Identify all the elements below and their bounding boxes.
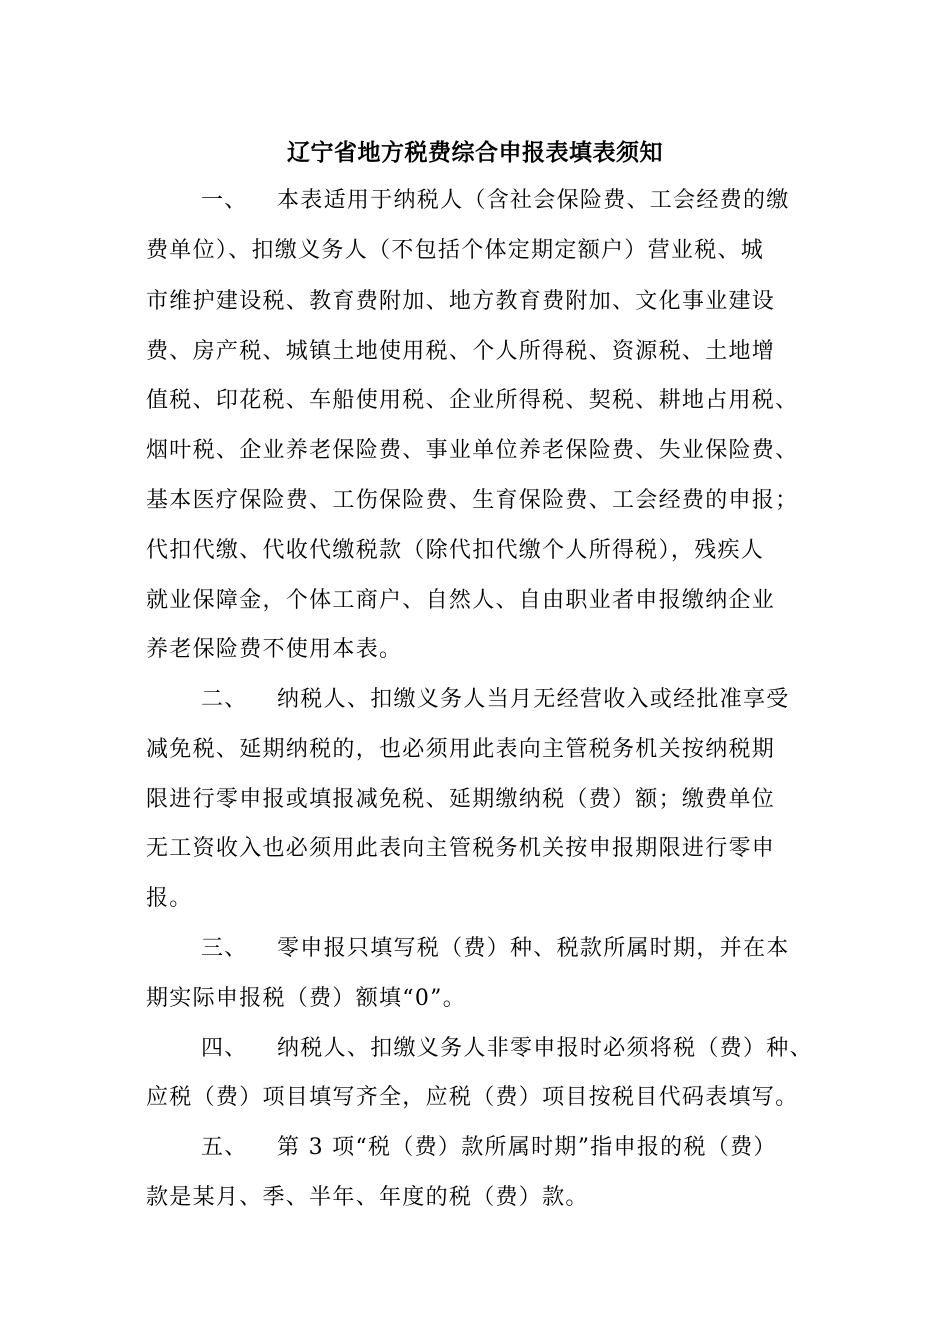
paragraph-line: 零申报只填写税（费）种、税款所属时期，并在本 — [277, 936, 790, 961]
section-4-first-line — [201, 1033, 813, 1065]
paragraph-line: 限进行零申报或填报减免税、延期缴纳税（费）额；缴费单位 — [146, 787, 776, 812]
section-5-first-line — [201, 1132, 777, 1164]
paragraph-line: 应税（费）项目填写齐全，应税（费）项目按税目代码表填写。 — [146, 1085, 799, 1110]
section-5-number: 五、 — [201, 1135, 248, 1160]
section-1-number: 一、 — [201, 188, 248, 213]
paragraph-line: 基本医疗保险费、工伤保险费、生育保险费、工会经费的申报； — [146, 488, 799, 513]
paragraph-line: 费、房产税、城镇土地使用税、个人所得税、资源税、土地增 — [146, 339, 776, 364]
paragraph-line: 款是某月、季、半年、年度的税（费）款。 — [146, 1185, 589, 1210]
section-2-number: 二、 — [201, 687, 248, 712]
paragraph-line: 减免税、延期纳税的，也必须用此表向主管税务机关按纳税期 — [146, 737, 776, 762]
paragraph-line: 第 3 项“税（费）款所属时期”指申报的税（费） — [277, 1135, 777, 1160]
paragraph-line: 本表适用于纳税人（含社会保险费、工会经费的缴 — [277, 188, 790, 213]
section-3-number: 三、 — [201, 936, 248, 961]
section-3-first-line — [201, 933, 790, 965]
paragraph-line: 纳税人、扣缴义务人当月无经营收入或经批准享受 — [277, 687, 790, 712]
paragraph-line: 费单位）、扣缴义务人（不包括个体定期定额户）营业税、城 — [146, 238, 765, 263]
paragraph-line: 就业保障金，个体工商户、自然人、自由职业者申报缴纳企业 — [146, 588, 776, 613]
paragraph-line: 期实际申报税（费）额填“0”。 — [146, 986, 466, 1011]
section-2-first-line — [201, 684, 790, 716]
paragraph-line: 报。 — [146, 886, 193, 911]
paragraph-line: 养老保险费不使用本表。 — [146, 637, 403, 662]
paragraph-line: 代扣代缴、代收代缴税款（除代扣代缴个人所得税），残疾人 — [146, 538, 765, 563]
document-title: 辽宁省地方税费综合申报表填表须知 — [287, 139, 663, 166]
paragraph-line: 市维护建设税、教育费附加、地方教育费附加、文化事业建设 — [146, 289, 776, 314]
section-4-number: 四、 — [201, 1036, 248, 1061]
section-1-first-line — [201, 185, 790, 217]
paragraph-line: 值税、印花税、车船使用税、企业所得税、契税、耕地占用税、 — [146, 388, 799, 413]
paragraph-line: 烟叶税、企业养老保险费、事业单位养老保险费、失业保险费、 — [146, 438, 799, 463]
paragraph-line: 纳税人、扣缴义务人非零申报时必须将税（费）种、 — [277, 1036, 813, 1061]
paragraph-line: 无工资收入也必须用此表向主管税务机关按申报期限进行零申 — [146, 836, 776, 861]
